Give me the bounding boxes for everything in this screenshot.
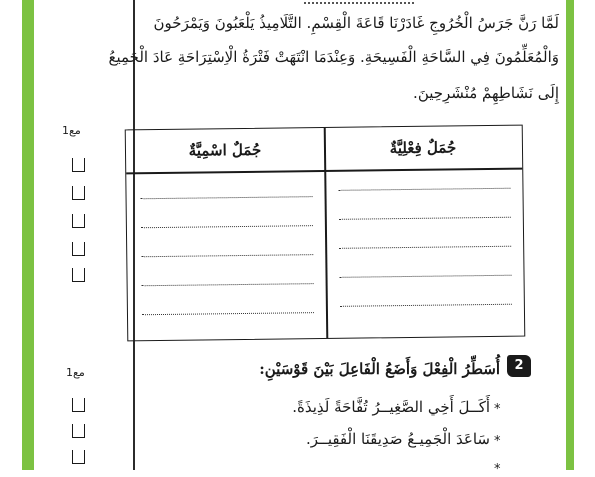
header-nominal-sentences: جُمَلٌ اسْمِيَّةٌ (188, 140, 262, 160)
answer-line-verbal[interactable] (339, 217, 511, 220)
header-verbal-sentences: جُمَلٌ فِعْلِيَّةٌ (389, 138, 457, 158)
left-green-frame (22, 0, 34, 470)
evaluation-box[interactable] (72, 242, 85, 256)
worksheet-page (34, 0, 566, 477)
bullet-marker: * (494, 402, 501, 417)
evaluation-box[interactable] (72, 268, 85, 282)
answer-line-nominal[interactable] (141, 254, 313, 257)
answer-line-nominal[interactable] (141, 225, 313, 228)
table-column-divider (324, 128, 328, 338)
evaluation-label: مع1 (62, 124, 81, 137)
bullet-marker: * (494, 434, 501, 449)
evaluation-box[interactable] (72, 186, 85, 200)
answer-line-verbal[interactable] (340, 304, 512, 307)
exercise-instruction: أُسَطِّرُ الْفِعْلَ وَأَضَعُ الْفَاعِلَ بَيْنَ قَوْسَيْنِ: (259, 360, 500, 378)
answer-line-verbal[interactable] (340, 275, 512, 278)
answer-line-nominal[interactable] (142, 312, 314, 315)
paragraph-line-3: إِلَى نَشَاطِهِمْ مُنْشَرِحِينَ. (413, 84, 559, 102)
cut-off-top-text (304, 0, 414, 4)
exercise-sentence-2[interactable]: سَاعَدَ الْجَمِيـعُ صَدِيقَنَا الْفَقِيــرَ. (305, 430, 490, 448)
bullet-marker: * (494, 462, 501, 477)
evaluation-label: مع1 (66, 366, 85, 379)
evaluation-box[interactable] (72, 214, 85, 228)
answer-line-verbal[interactable] (338, 188, 510, 191)
answer-line-verbal[interactable] (339, 246, 511, 249)
answer-line-nominal[interactable] (142, 283, 314, 286)
paragraph-line-1: لَمَّا رَنَّ جَرَسُ الْخُرُوجِ غَادَرْنَا قَاعَةَ الْقِسْمِ. التَّلَامِيذُ يَلْعَبُونَ وَيَمْرَحُونَ (153, 14, 559, 32)
right-green-frame (566, 0, 574, 470)
evaluation-box[interactable] (72, 398, 85, 412)
answer-line-nominal[interactable] (141, 196, 313, 199)
sentence-classification-table (125, 125, 526, 342)
evaluation-box[interactable] (72, 158, 85, 172)
exercise-sentence-1[interactable]: أَكَــلَ أَخِي الصَّغِيــرُ تُفَّاحَةً لَذِيذَةً. (292, 398, 490, 416)
evaluation-box[interactable] (72, 450, 85, 464)
paragraph-line-2: وَالْمُعَلِّمُونَ فِي السَّاحَةِ الْفَسِيحَةِ. وَعِنْدَمَا انْتَهَتْ فَتْرَةُ الْاِسْتِرَاحَةِ عَادَ الْجَمِيعُ (108, 48, 559, 66)
evaluation-box[interactable] (72, 424, 85, 438)
exercise-number-badge: 2 (507, 355, 531, 377)
